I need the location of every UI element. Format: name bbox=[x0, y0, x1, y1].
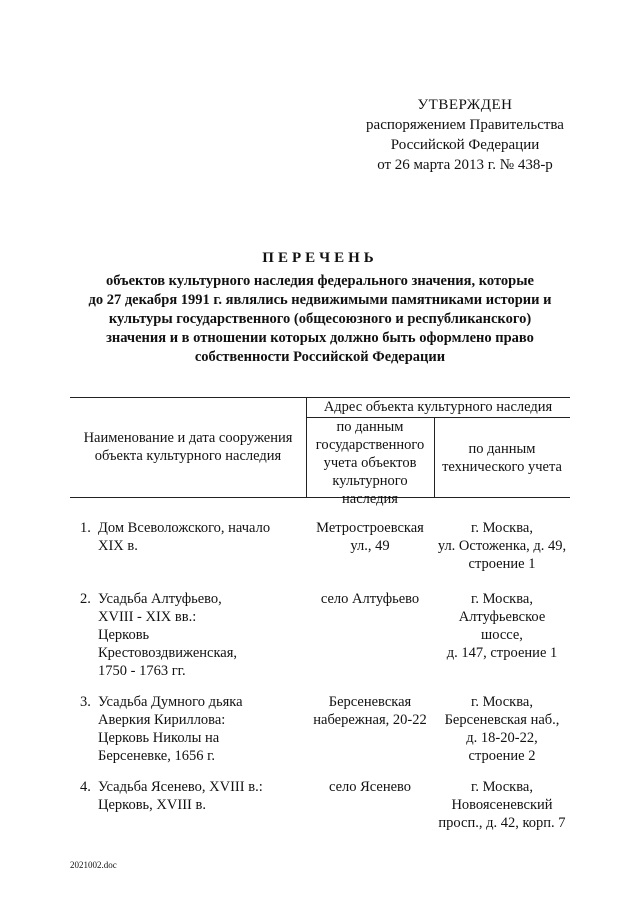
row-number: 1. bbox=[80, 520, 91, 536]
subtitle-line: собственности Российской Федерации bbox=[194, 349, 446, 365]
approval-line: Российской Федерации bbox=[390, 137, 540, 153]
document-subtitle bbox=[80, 272, 560, 367]
state-address: село Алтуфьево bbox=[320, 591, 420, 607]
approval-block bbox=[340, 95, 590, 175]
object-name: Усадьба Алтуфьево, XVIII - XIX вв.: Церковь Крестовоздвиженская, 1750 - 1763 гг. bbox=[98, 591, 238, 679]
state-address: Метростроевская ул., 49 bbox=[316, 520, 424, 554]
header-state-record: по данным государственного учета объектов культурного наследия bbox=[315, 419, 425, 507]
technical-address: г. Москва, ул. Остоженка, д. 49, строение 1 bbox=[437, 520, 567, 572]
object-name: Усадьба Думного дьяка Аверкия Кириллова: Церковь Николы на Берсеневке, 1656 г. bbox=[98, 694, 243, 764]
technical-address: г. Москва, Алтуфьевское шоссе, д. 147, строение 1 bbox=[446, 591, 558, 661]
approval-line: от 26 марта 2013 г. № 438-р bbox=[377, 157, 553, 173]
subtitle-line: значения и в отношении которых должно быть оформлено право bbox=[106, 330, 534, 346]
state-address: село Ясенево bbox=[328, 779, 412, 795]
object-name: Дом Всеволожского, начало XIX в. bbox=[98, 520, 271, 554]
row-number: 3. bbox=[80, 694, 91, 710]
object-name: Усадьба Ясенево, XVIII в.: Церковь, XVIII в. bbox=[98, 779, 263, 813]
row-number: 2. bbox=[80, 591, 91, 607]
header-name: Наименование и дата сооружения объекта культурного наследия bbox=[83, 430, 293, 464]
subtitle-line: до 27 декабря 1991 г. являлись недвижимыми памятниками истории и bbox=[88, 292, 552, 308]
technical-address: г. Москва, Берсеневская наб., д. 18-20-22, строение 2 bbox=[444, 694, 560, 764]
approval-heading: УТВЕРЖДЕН bbox=[417, 97, 513, 113]
header-technical-record: по данным технического учета bbox=[442, 441, 562, 475]
approval-line: распоряжением Правительства bbox=[366, 117, 564, 133]
subtitle-line: объектов культурного наследия федерального значения, которые bbox=[106, 273, 534, 289]
subtitle-line: культуры государственного (общесоюзного и республиканского) bbox=[108, 311, 532, 327]
document-title: ПЕРЕЧЕНЬ bbox=[262, 250, 378, 266]
file-name-footer: 2021002.doc bbox=[70, 860, 117, 870]
state-address: Берсеневская набережная, 20-22 bbox=[313, 694, 427, 728]
header-address: Адрес объекта культурного наследия bbox=[323, 399, 553, 415]
row-number: 4. bbox=[80, 779, 91, 795]
technical-address: г. Москва, Новоясеневский просп., д. 42, корп. 7 bbox=[438, 779, 566, 831]
